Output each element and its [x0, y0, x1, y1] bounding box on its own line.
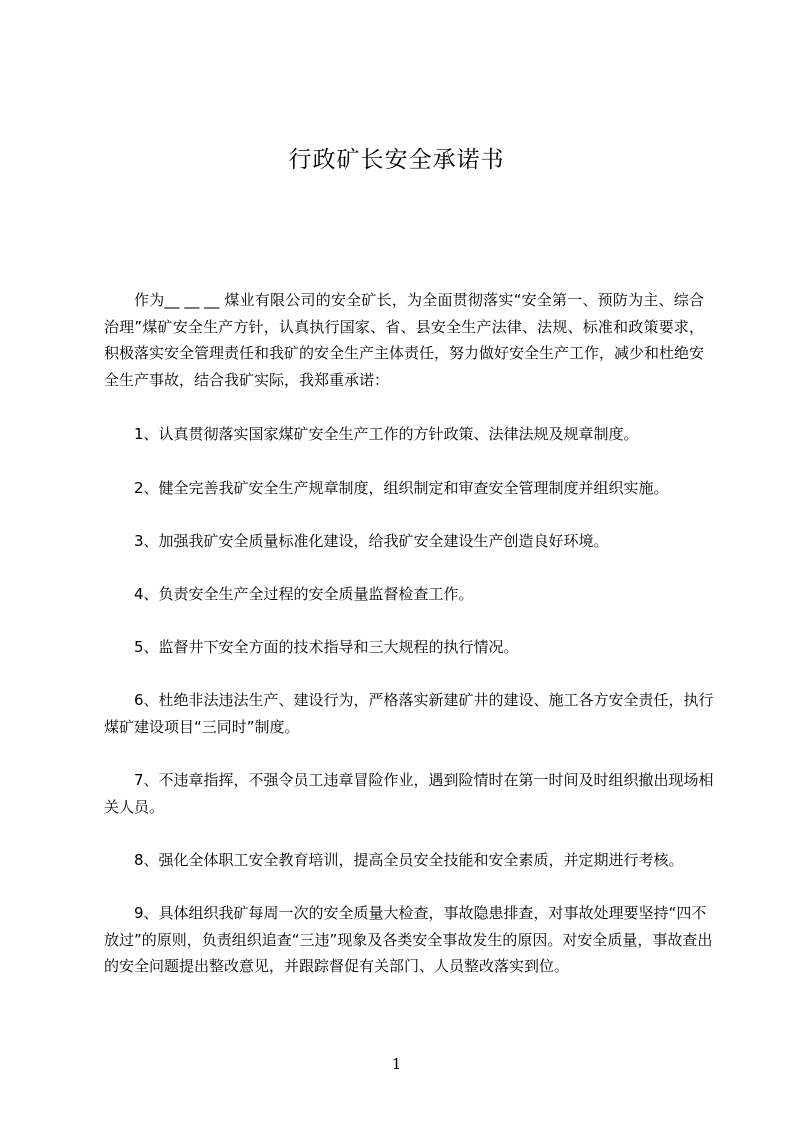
commitment-item-6: 6、杜绝非法违法生产、建设行为，严格落实新建矿井的建设、施工各方安全责任，执行煤矿建设项目“三同时”制度。	[104, 691, 714, 736]
commitment-item-9: 9、具体组织我矿每周一次的安全质量大检查，事故隐患排查，对事故处理要坚持“四不放过”的原则，负责组织追查“三违”现象及各类安全事故发生的原因。对安全质量，事故查出的安全问题提出整改意见，并跟踪督促有关部门、人员整改落实到位。	[104, 904, 713, 975]
commitment-item-8: 8、强化全体职工安全教育培训，提高全员安全技能和安全素质，并定期进行考核。	[134, 851, 684, 869]
commitment-item-3: 3、加强我矿安全质量标准化建设，给我矿安全建设生产创造良好环境。	[134, 532, 609, 550]
page-number: 1	[391, 1055, 402, 1073]
document-title: 行政矿长安全承诺书	[288, 147, 505, 173]
commitment-item-5: 5、监督井下安全方面的技术指导和三大规程的执行情况。	[134, 638, 519, 656]
commitment-item-4: 4、负责安全生产全过程的安全质量监督检查工作。	[134, 585, 474, 603]
intro-paragraph: 作为__ __ __ 煤业有限公司的安全矿长，为全面贯彻落实“安全第一、预防为主、综合治理”煤矿安全生产方针，认真执行国家、省、县安全生产法律、法规、标准和政策要求，积极落实安全管理责任和我矿的安全生产主体责任，努力做好安全生产工作，减少和杜绝安全生产事故，结合我矿实际，我郑重承诺：	[104, 291, 705, 389]
commitment-item-7: 7、不违章指挥，不强令员工违章冒险作业，遇到险情时在第一时间及时组织撤出现场相关人员。	[104, 771, 714, 816]
commitment-item-1: 1、认真贯彻落实国家煤矿安全生产工作的方针政策、法律法规及规章制度。	[134, 425, 639, 443]
commitment-item-2: 2、健全完善我矿安全生产规章制度，组织制定和审查安全管理制度并组织实施。	[134, 479, 669, 497]
